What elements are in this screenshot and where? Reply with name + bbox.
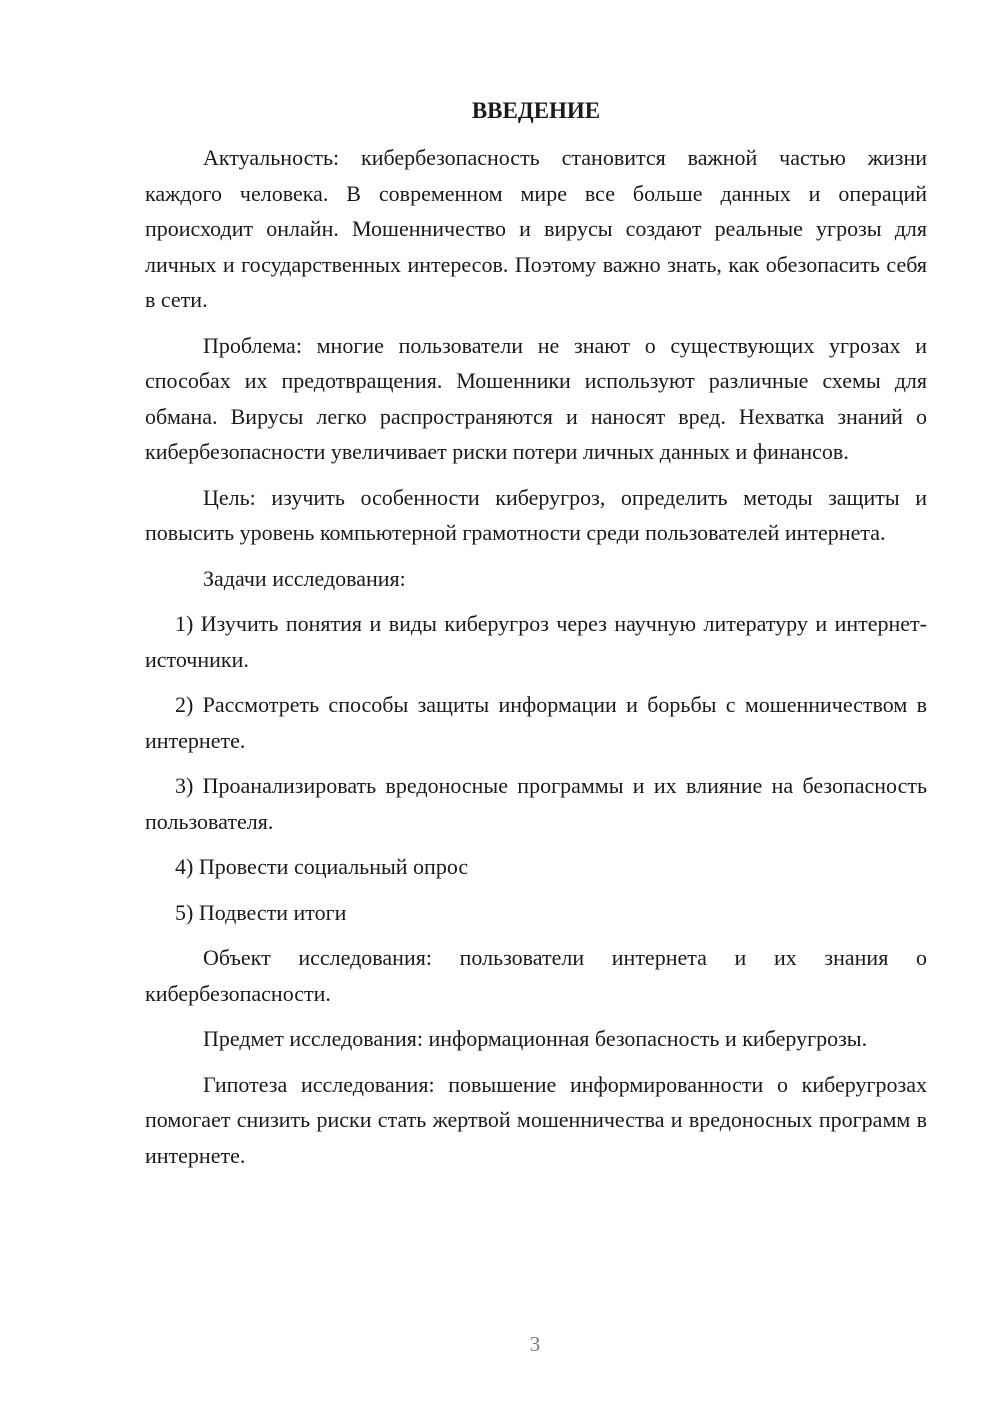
paragraph-subject: Предмет исследования: информационная безопасность и киберугрозы.: [203, 1026, 868, 1051]
paragraph-problem: Проблема: многие пользователи не знают о существующих угрозах и способах их предотвращения. Мошенники используют различные схемы для обмана. Вирусы легко распространяются и наносят вред. Нехватка знаний о кибербезопасности увеличивает риски потери личных данных и финансов.: [145, 332, 927, 464]
task-item-2: 2) Рассмотреть способы защиты информации и борьбы с мошенничеством в интернете.: [145, 692, 927, 753]
paragraph-object: Объект исследования: пользователи интернета и их знания о кибербезопасности.: [145, 945, 927, 1006]
task-item-1: 1) Изучить понятия и виды киберугроз через научную литературу и интернет-источники.: [145, 611, 927, 672]
page-title: ВВЕДЕНИЕ: [471, 98, 601, 123]
paragraph-relevance: Актуальность: кибербезопасность становится важной частью жизни каждого человека. В современном мире все больше данных и операций происходит онлайн. Мошенничество и вирусы создают реальные угрозы для личных и государственных интересов. Поэтому важно знать, как обезопасить себя в сети.: [145, 145, 927, 312]
task-item-4: 4) Провести социальный опрос: [175, 854, 469, 879]
paragraph-goal: Цель: изучить особенности киберугроз, определить методы защиты и повысить уровень компьютерной грамотности среди пользователей интернета.: [145, 484, 927, 545]
document-body: [145, 140, 927, 1183]
paragraph-tasks-heading: Задачи исследования:: [203, 565, 406, 591]
page-number: 3: [529, 1332, 541, 1356]
task-item-5: 5) Подвести итоги: [175, 899, 347, 925]
task-item-3: 3) Проанализировать вредоносные программы и их влияние на безопасность пользователя.: [145, 773, 927, 834]
paragraph-hypothesis: Гипотеза исследования: повышение информированности о киберугрозах помогает снизить риски стать жертвой мошенничества и вредоносных программ в интернете.: [145, 1071, 927, 1168]
